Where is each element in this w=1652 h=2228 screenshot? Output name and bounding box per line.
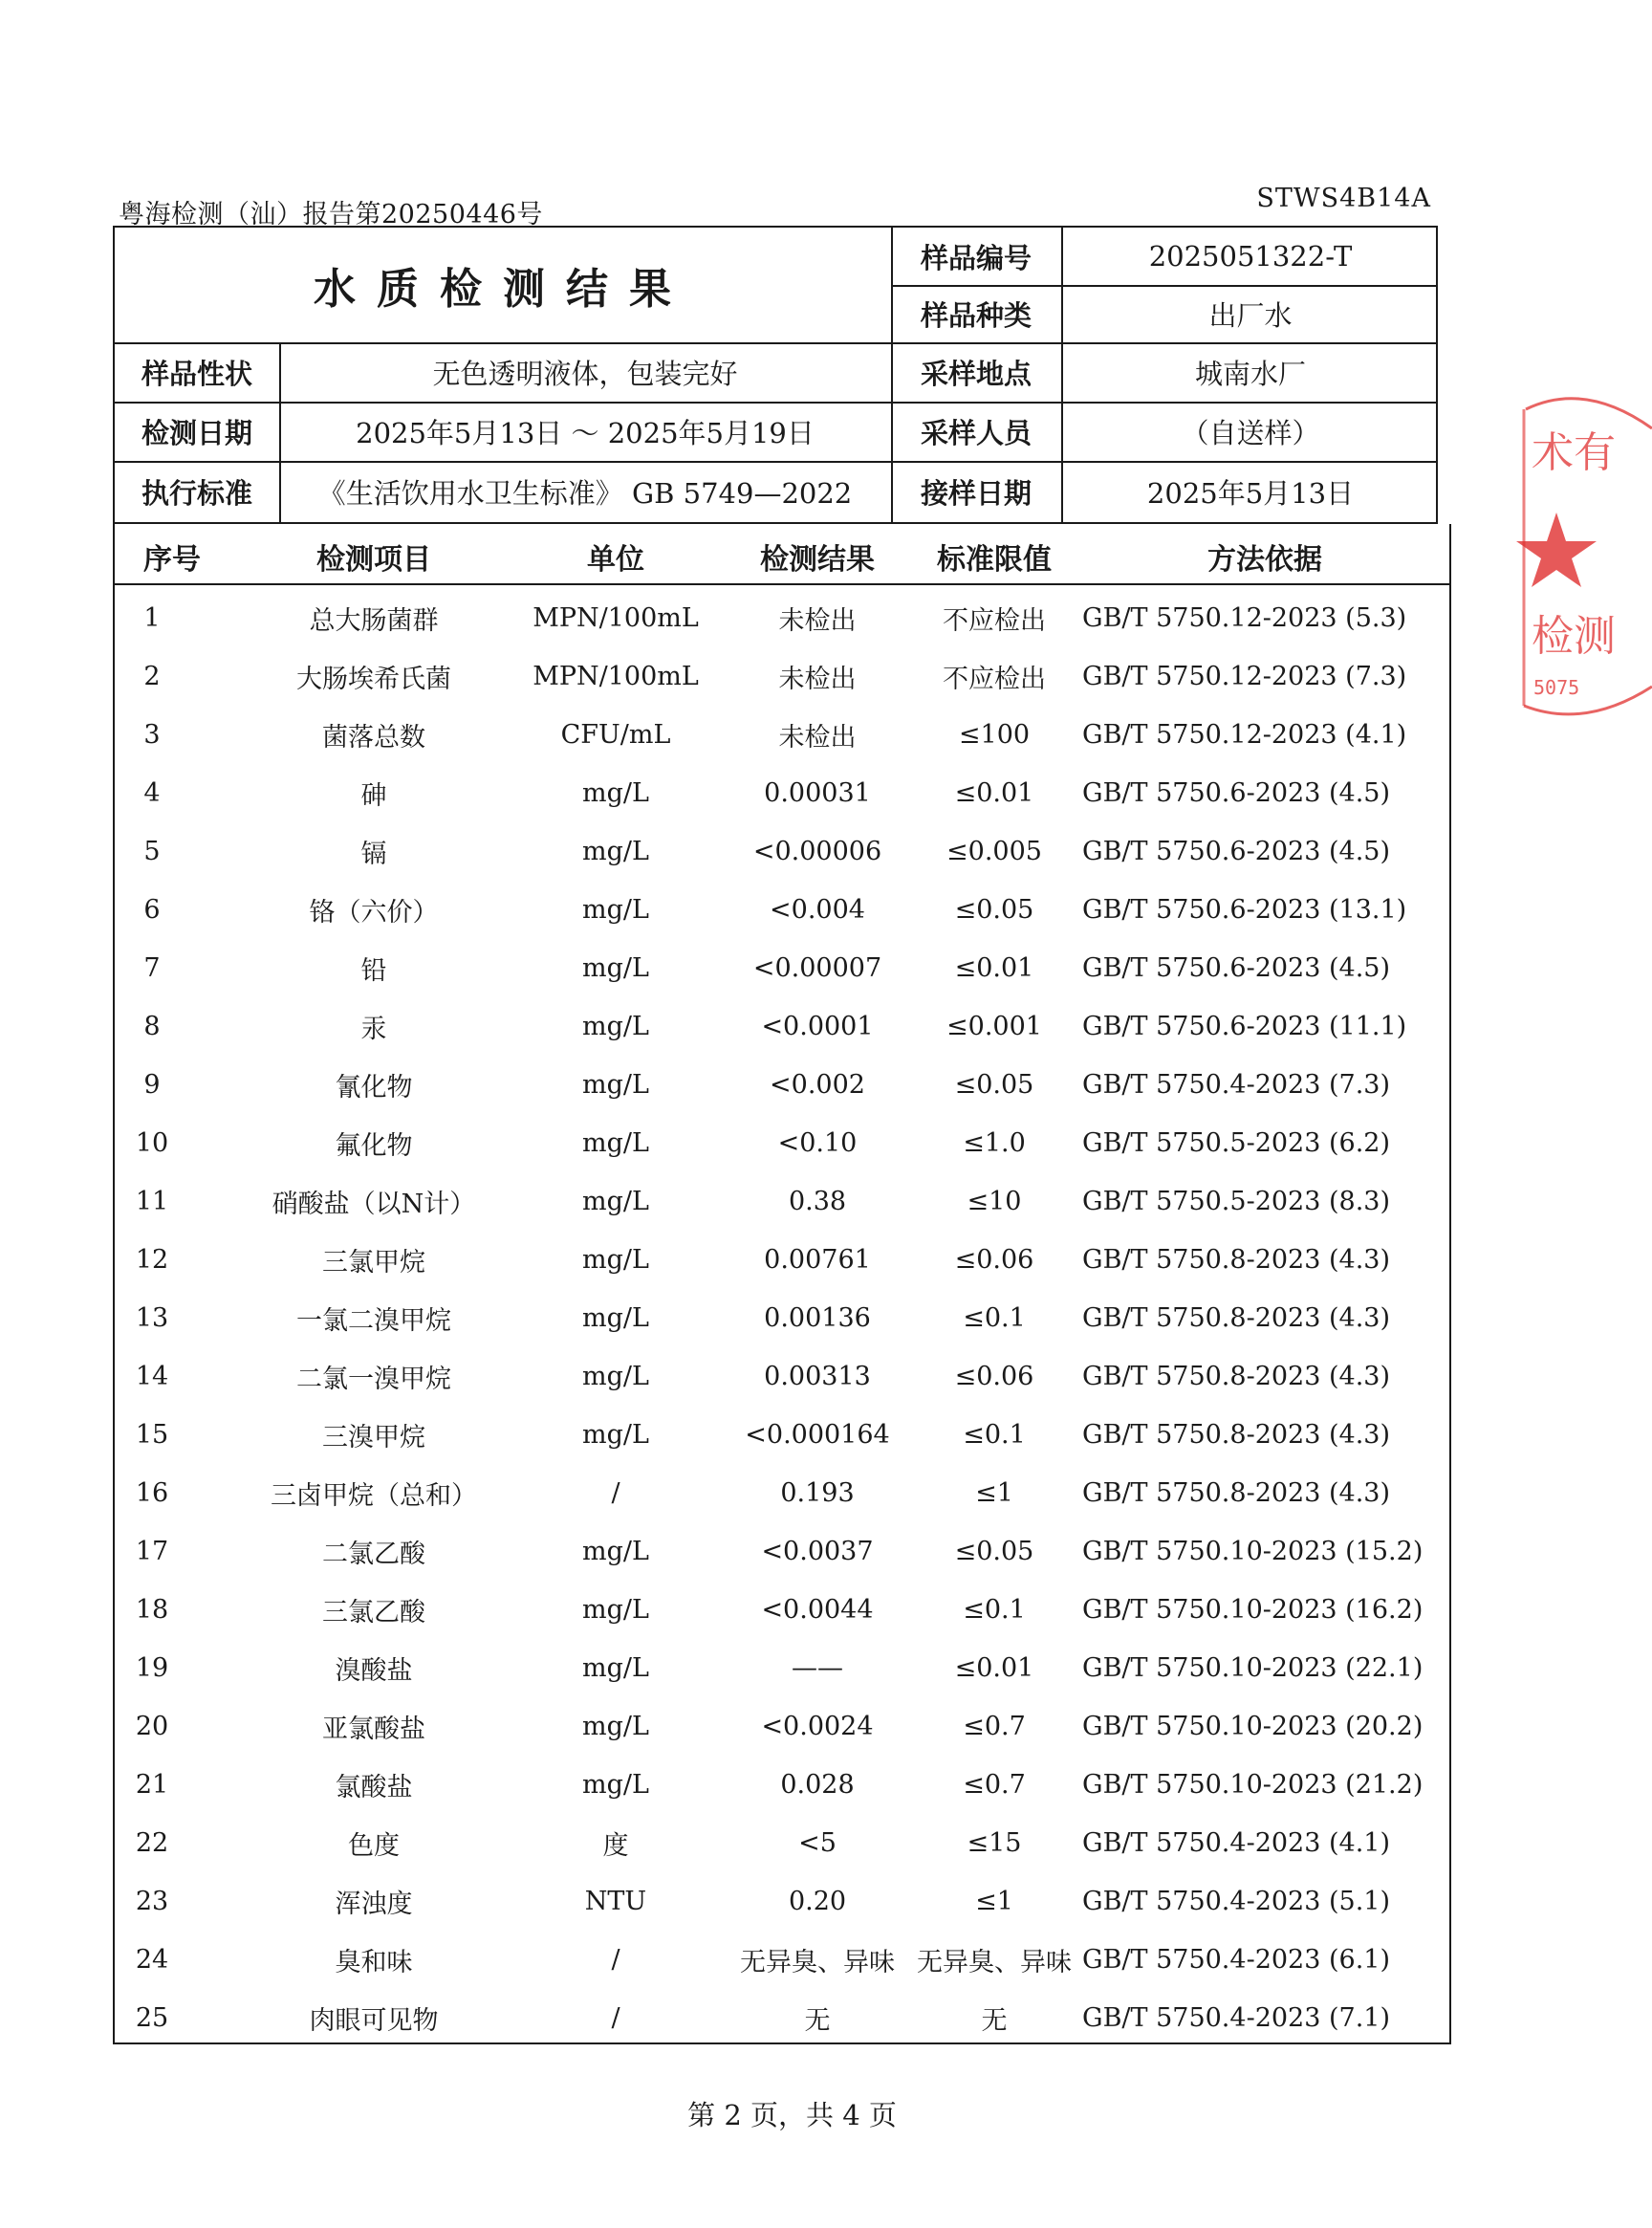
page-number: 第 2 页，共 4 页	[687, 2099, 897, 2131]
cell-no: 9	[143, 1070, 161, 1100]
table-row	[115, 939, 1449, 997]
cell-limit: ≤0.06	[954, 1362, 1034, 1391]
cell-item: 三氯甲烷	[322, 1248, 425, 1278]
col-header-unit: 单位	[587, 543, 644, 577]
cell-result: <0.00006	[752, 837, 882, 866]
cell-method: GB/T 5750.10-2023 (20.2)	[1082, 1712, 1424, 1741]
table-row	[115, 1989, 1449, 2047]
cell-method: GB/T 5750.4-2023 (7.3)	[1082, 1070, 1390, 1100]
cell-item: 臭和味	[335, 1948, 413, 1977]
table-row	[115, 1056, 1449, 1114]
cell-no: 5	[143, 837, 161, 866]
table-row	[115, 1464, 1449, 1522]
table-row	[115, 1872, 1449, 1931]
cell-unit: mg/L	[582, 1070, 649, 1100]
cell-unit: mg/L	[582, 1537, 649, 1566]
cell-unit: NTU	[584, 1887, 647, 1916]
document-code: STWS4B14A	[1256, 184, 1431, 213]
cell-item: 三溴甲烷	[322, 1423, 425, 1453]
cell-item: 砷	[360, 781, 387, 811]
cell-limit: 不应检出	[943, 606, 1046, 636]
cell-item: 亚氯酸盐	[322, 1715, 425, 1744]
standard-value: 《生活饮用水卫生标准》 GB 5749—2022	[317, 476, 853, 510]
cell-item: 大肠埃希氏菌	[296, 665, 451, 694]
cell-result: <0.10	[777, 1128, 858, 1158]
cell-method: GB/T 5750.4-2023 (7.1)	[1082, 2003, 1390, 2033]
sample-no-value: 2025051322-T	[1148, 240, 1353, 273]
svg-text:术有: 术有	[1532, 428, 1616, 477]
cell-method: GB/T 5750.12-2023 (4.1)	[1082, 720, 1407, 750]
cell-result: <0.0037	[761, 1537, 874, 1566]
cell-no: 24	[135, 1945, 169, 1975]
cell-limit: 不应检出	[943, 665, 1046, 694]
cell-unit: mg/L	[582, 895, 649, 925]
cell-item: 菌落总数	[322, 723, 425, 753]
cell-item: 一氯二溴甲烷	[296, 1306, 451, 1336]
svg-text:检测: 检测	[1532, 612, 1616, 661]
cell-unit: mg/L	[582, 1712, 649, 1741]
cell-limit: ≤0.1	[963, 1420, 1026, 1450]
cell-result: 未检出	[778, 723, 857, 753]
sampler-label: 采样人员	[920, 416, 1032, 449]
test-date-label: 检测日期	[141, 416, 252, 449]
cell-limit: ≤100	[958, 720, 1031, 750]
cell-result: 0.00136	[764, 1303, 871, 1333]
cell-item: 色度	[348, 1831, 400, 1861]
cell-no: 21	[135, 1770, 169, 1800]
cell-limit: ≤1	[975, 1887, 1013, 1916]
cell-result: <0.0001	[761, 1012, 874, 1041]
cell-result: <0.00007	[752, 953, 882, 983]
table-row	[115, 1814, 1449, 1872]
cell-method: GB/T 5750.10-2023 (15.2)	[1082, 1537, 1424, 1566]
cell-no: 17	[135, 1537, 169, 1566]
cell-unit: mg/L	[582, 1362, 649, 1391]
report-number: 粤海检测（汕）报告第20250446号	[119, 200, 543, 229]
cell-limit: ≤15	[967, 1828, 1022, 1858]
cell-no: 4	[143, 778, 161, 808]
cell-limit: ≤1.0	[963, 1128, 1026, 1158]
cell-item: 三卤甲烷（总和）	[271, 1481, 477, 1511]
table-row	[115, 997, 1449, 1056]
report-title: 水质检测结果	[314, 265, 692, 314]
cell-limit: ≤0.005	[946, 837, 1042, 866]
cell-limit: ≤0.1	[963, 1303, 1026, 1333]
standard-label: 执行标准	[141, 476, 252, 510]
cell-limit: ≤10	[967, 1187, 1022, 1216]
table-row	[115, 1114, 1449, 1172]
cell-unit: mg/L	[582, 1770, 649, 1800]
cell-result: <0.0044	[761, 1595, 874, 1625]
cell-method: GB/T 5750.8-2023 (4.3)	[1082, 1245, 1390, 1275]
col-header-method: 方法依据	[1207, 543, 1322, 577]
col-header-result: 检测结果	[760, 543, 875, 577]
cell-item: 三氯乙酸	[322, 1598, 425, 1627]
cell-result: <0.0024	[761, 1712, 874, 1741]
cell-result: 未检出	[778, 606, 857, 636]
cell-result: 0.00313	[764, 1362, 871, 1391]
cell-result: 0.20	[788, 1887, 847, 1916]
sampling-site-value: 城南水厂	[1194, 357, 1306, 390]
cell-no: 3	[143, 720, 161, 750]
cell-no: 2	[143, 662, 161, 691]
cell-unit: MPN/100mL	[533, 603, 699, 633]
table-row	[115, 1756, 1449, 1814]
table-row	[115, 1406, 1449, 1464]
sample-type-label: 样品种类	[920, 298, 1032, 332]
cell-limit: ≤0.05	[954, 895, 1034, 925]
cell-limit: ≤0.01	[954, 953, 1034, 983]
cell-limit: ≤0.7	[963, 1712, 1026, 1741]
cell-item: 氰化物	[335, 1073, 413, 1103]
cell-method: GB/T 5750.4-2023 (6.1)	[1082, 1945, 1390, 1975]
cell-item: 铬（六价）	[309, 898, 439, 928]
cell-no: 22	[135, 1828, 169, 1858]
cell-no: 23	[135, 1887, 169, 1916]
cell-limit: ≤0.06	[954, 1245, 1034, 1275]
col-header-no: 序号	[143, 543, 201, 577]
cell-result: 0.00761	[764, 1245, 871, 1275]
sample-state-label: 样品性状	[141, 357, 252, 390]
cell-method: GB/T 5750.10-2023 (22.1)	[1082, 1653, 1424, 1683]
receive-date-value: 2025年5月13日	[1146, 476, 1355, 510]
cell-item: 镉	[360, 840, 387, 869]
sample-type-value: 出厂水	[1208, 298, 1293, 332]
cell-limit: ≤1	[975, 1478, 1013, 1508]
cell-no: 25	[135, 2003, 169, 2033]
official-seal-stamp	[1518, 400, 1652, 715]
cell-limit: ≤0.01	[954, 778, 1034, 808]
cell-unit: 度	[602, 1831, 629, 1861]
cell-unit: mg/L	[582, 1128, 649, 1158]
cell-unit: mg/L	[582, 1303, 649, 1333]
cell-item: 总大肠菌群	[309, 606, 439, 636]
cell-result: 0.38	[788, 1187, 847, 1216]
cell-method: GB/T 5750.6-2023 (4.5)	[1082, 778, 1390, 808]
table-row	[115, 1639, 1449, 1697]
sample-no-label: 样品编号	[920, 241, 1032, 274]
table-row	[115, 822, 1449, 881]
cell-unit: /	[611, 2003, 620, 2033]
cell-method: GB/T 5750.4-2023 (5.1)	[1082, 1887, 1390, 1916]
cell-item: 氯酸盐	[335, 1773, 413, 1802]
cell-result: <0.000164	[745, 1420, 890, 1450]
cell-no: 13	[135, 1303, 169, 1333]
cell-unit: /	[611, 1945, 620, 1975]
cell-no: 19	[135, 1653, 169, 1683]
cell-no: 20	[135, 1712, 169, 1741]
cell-method: GB/T 5750.4-2023 (4.1)	[1082, 1828, 1390, 1858]
cell-item: 浑浊度	[335, 1889, 413, 1919]
cell-method: GB/T 5750.8-2023 (4.3)	[1082, 1303, 1390, 1333]
header-divider	[115, 583, 1449, 585]
col-header-limit: 标准限值	[937, 543, 1052, 577]
cell-result: 无异臭、异味	[740, 1948, 895, 1977]
cell-result: <0.004	[770, 895, 865, 925]
cell-unit: mg/L	[582, 1595, 649, 1625]
cell-unit: mg/L	[582, 1245, 649, 1275]
cell-no: 11	[135, 1187, 169, 1216]
table-row	[115, 1172, 1449, 1231]
cell-limit: ≤0.001	[946, 1012, 1042, 1041]
receive-date-label: 接样日期	[920, 476, 1032, 510]
cell-unit: mg/L	[582, 1187, 649, 1216]
cell-no: 1	[143, 603, 161, 633]
cell-item: 肉眼可见物	[309, 2006, 439, 2036]
cell-unit: MPN/100mL	[533, 662, 699, 691]
cell-no: 18	[135, 1595, 169, 1625]
table-row	[115, 706, 1449, 764]
results-table	[113, 524, 1451, 2044]
cell-no: 7	[143, 953, 161, 983]
cell-no: 14	[135, 1362, 169, 1391]
sampler-value: （自送样）	[1181, 416, 1320, 449]
cell-unit: /	[611, 1478, 620, 1508]
table-row	[115, 1347, 1449, 1406]
cell-unit: mg/L	[582, 1420, 649, 1450]
cell-result: 0.193	[780, 1478, 855, 1508]
table-row	[115, 881, 1449, 939]
cell-item: 二氯乙酸	[322, 1540, 425, 1569]
table-row	[115, 1522, 1449, 1581]
cell-method: GB/T 5750.8-2023 (4.3)	[1082, 1362, 1390, 1391]
cell-result: <0.002	[770, 1070, 865, 1100]
cell-method: GB/T 5750.6-2023 (4.5)	[1082, 837, 1390, 866]
table-row	[115, 1697, 1449, 1756]
cell-unit: CFU/mL	[560, 720, 671, 750]
test-date-value: 2025年5月13日 ～ 2025年5月19日	[356, 416, 815, 449]
cell-item: 氟化物	[335, 1131, 413, 1161]
cell-no: 10	[135, 1128, 169, 1158]
cell-limit: ≤0.01	[954, 1653, 1034, 1683]
col-header-item: 检测项目	[316, 543, 431, 577]
cell-no: 16	[135, 1478, 169, 1508]
cell-unit: mg/L	[582, 953, 649, 983]
cell-method: GB/T 5750.5-2023 (6.2)	[1082, 1128, 1390, 1158]
cell-limit: 无	[981, 2006, 1008, 2036]
cell-limit: ≤0.05	[954, 1070, 1034, 1100]
cell-unit: mg/L	[582, 1653, 649, 1683]
cell-limit: ≤0.7	[963, 1770, 1026, 1800]
cell-method: GB/T 5750.6-2023 (11.1)	[1082, 1012, 1407, 1041]
cell-item: 硝酸盐（以N计）	[272, 1190, 476, 1219]
cell-method: GB/T 5750.10-2023 (21.2)	[1082, 1770, 1424, 1800]
table-row	[115, 1931, 1449, 1989]
cell-result: 无	[804, 2006, 831, 2036]
cell-item: 二氯一溴甲烷	[296, 1365, 451, 1394]
cell-method: GB/T 5750.6-2023 (4.5)	[1082, 953, 1390, 983]
cell-no: 12	[135, 1245, 169, 1275]
cell-no: 15	[135, 1420, 169, 1450]
cell-result: 未检出	[778, 665, 857, 694]
cell-result: ——	[792, 1653, 843, 1683]
cell-limit: 无异臭、异味	[917, 1948, 1072, 1977]
cell-unit: mg/L	[582, 837, 649, 866]
table-row	[115, 764, 1449, 822]
cell-unit: mg/L	[582, 778, 649, 808]
cell-method: GB/T 5750.6-2023 (13.1)	[1082, 895, 1407, 925]
table-row	[115, 1231, 1449, 1289]
cell-result: <5	[798, 1828, 837, 1858]
cell-item: 汞	[360, 1015, 387, 1044]
sampling-site-label: 采样地点	[920, 357, 1032, 390]
cell-method: GB/T 5750.12-2023 (5.3)	[1082, 603, 1407, 633]
table-row	[115, 1581, 1449, 1639]
cell-item: 铅	[360, 956, 387, 986]
table-row	[115, 1289, 1449, 1347]
cell-no: 6	[143, 895, 161, 925]
svg-text:5075: 5075	[1533, 676, 1580, 699]
cell-no: 8	[143, 1012, 161, 1041]
cell-unit: mg/L	[582, 1012, 649, 1041]
cell-method: GB/T 5750.10-2023 (16.2)	[1082, 1595, 1424, 1625]
sample-state-value: 无色透明液体，包装完好	[432, 357, 738, 390]
cell-result: 0.00031	[764, 778, 871, 808]
cell-result: 0.028	[780, 1770, 855, 1800]
table-row	[115, 589, 1449, 647]
cell-method: GB/T 5750.8-2023 (4.3)	[1082, 1420, 1390, 1450]
cell-method: GB/T 5750.8-2023 (4.3)	[1082, 1478, 1390, 1508]
cell-limit: ≤0.05	[954, 1537, 1034, 1566]
cell-method: GB/T 5750.5-2023 (8.3)	[1082, 1187, 1390, 1216]
cell-method: GB/T 5750.12-2023 (7.3)	[1082, 662, 1407, 691]
cell-item: 溴酸盐	[335, 1656, 413, 1686]
table-row	[115, 647, 1449, 706]
cell-limit: ≤0.1	[963, 1595, 1026, 1625]
sample-info-table	[113, 226, 1438, 524]
